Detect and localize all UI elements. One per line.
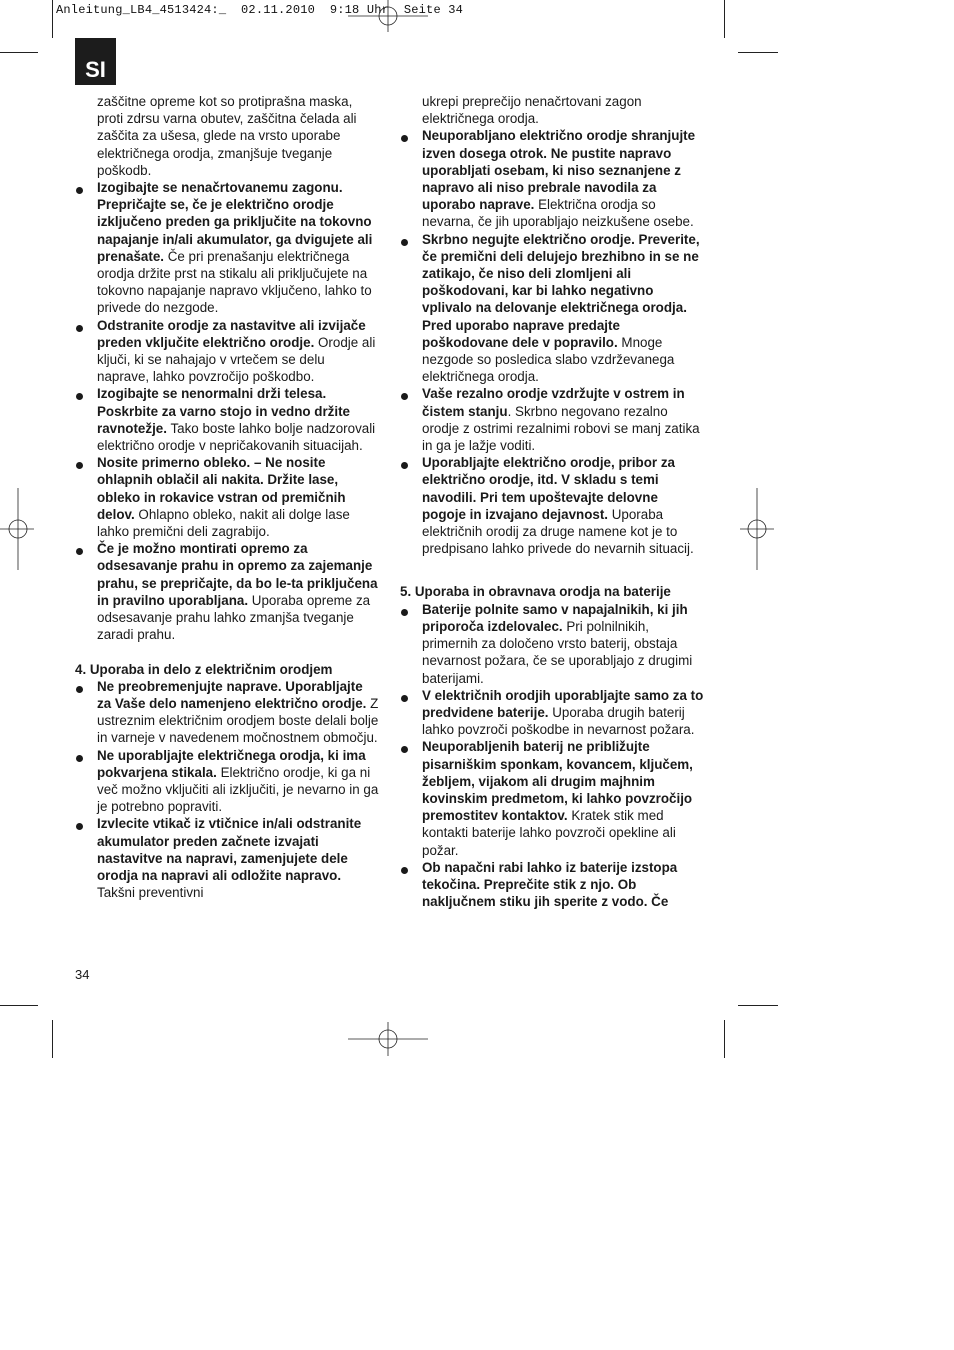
list-item: [75, 815, 379, 901]
item-text: Električna orodja so nevarna, če jih uporabljajo neizkušene osebe.: [422, 197, 694, 230]
list-item: [400, 738, 704, 858]
list-item: [400, 454, 704, 557]
list-item: [400, 231, 704, 386]
item-bold: V električnih orodjih uporabljajte samo za to predvidene baterije.: [422, 687, 704, 720]
item-bold: Ob napačni rabi lahko iz baterije izstopa tekočina. Preprečite stik z njo. Ob naključnem stiku jih sperite z vodo. Če: [422, 859, 678, 910]
registration-mark-left: [0, 488, 34, 570]
item-bold: Odstranite orodje za nastavitve ali izvijače preden vključite električno orodje.: [97, 317, 366, 350]
item-text: Električno orodje, ki ga ni več možno vključiti ali izključiti, je nevarno in ga je potrebno popraviti.: [97, 764, 379, 815]
list-item: [75, 179, 379, 317]
item-bold: Ne uporabljajte električnega orodja, ki ima pokvarjena stikala.: [97, 747, 366, 780]
crop-mark: [0, 52, 38, 53]
item-text: Kratek stik med kontakti baterije lahko povzroči opekline ali požar.: [422, 808, 676, 858]
item-bold: Izvlecite vtikač iz vtičnice in/ali odstranite akumulator preden začnete izvajati nastavitve na napravi, zamenjujete dele orodja na napravi ali odložite napravo.: [97, 816, 362, 883]
continuation-text: ukrepi preprečijo nenačrtovani zagon električnega orodja.: [422, 94, 642, 127]
item-bold: Skrbno negujte električno orodje. Preverite, če premični deli delujejo brezhibno in se ne zatikajo, če niso deli zlomljeni ali poškodovani, kar bi lahko negativno vplivalo na delovanje električnega orodja. Pred uporabo naprave predajte poškodovane dele v popravilo.: [422, 231, 700, 350]
list-item: [75, 540, 379, 643]
item-bold: Če je možno montirati opremo za odsesavanje prahu in opremo za zajemanje prahu, se prepričajte, da bo le-ta priključena in pravilno uporabljana.: [97, 541, 378, 608]
list-item: [400, 601, 704, 687]
registration-mark-bottom: [348, 1022, 428, 1056]
list-item: [400, 687, 704, 739]
list-item: [400, 859, 704, 911]
language-tab: SI: [75, 38, 116, 85]
crop-mark: [724, 0, 725, 38]
item-text: Tako boste lahko bolje nadzorovali električno orodje v nepričakovanih situacijah.: [97, 420, 376, 454]
crop-mark: [0, 1005, 38, 1006]
crop-mark: [52, 1020, 53, 1058]
list-item: [75, 317, 379, 386]
crop-mark: [738, 1005, 778, 1006]
item-bold: Izogibajte se nenormalni drži telesa. Poskrbite za varno stojo in vedno držite ravnotežje.: [97, 386, 350, 436]
item-text: Z ustreznim električnim orodjem boste delali bolje in varneje v navedenem močnostnem območju.: [97, 695, 379, 746]
list-item: [75, 678, 379, 747]
item-bold: Uporabljajte električno orodje, pribor za električno orodje, itd. V skladu s temi navodili. Pri tem upoštevajte delovne pogoje in izvajano dejavnost.: [422, 455, 675, 522]
item-text: Uporaba električnih orodij za druge namene kot je to predpisano lahko privede do nevarnih situacij.: [422, 506, 694, 557]
section-heading: 4. Uporaba in delo z električnim orodjem: [75, 661, 333, 677]
list-item: [75, 454, 379, 540]
list-item: [400, 385, 704, 454]
item-bold: Vaše rezalno orodje vzdržujte v ostrem in čistem stanju: [422, 386, 685, 419]
crop-mark: [52, 0, 53, 38]
item-bold: Ne preobremenjujte naprave. Uporabljajte za Vaše delo namenjeno električno orodje.: [97, 678, 367, 711]
registration-mark-right: [740, 488, 774, 570]
item-bold: Neuporabljenih baterij ne približujte pisarniškim sponkam, kovancem, ključem, žebljem, vijakom ali drugim majhnim kovinskim predmetom, ki lahko povzročijo premostitev kontaktov.: [422, 739, 693, 824]
crop-mark: [738, 52, 778, 53]
item-text: Pri polnilnikih, primernih za določeno vrsto baterij, obstaja nevarnost požara, če se uporabljajo z drugimi baterijami.: [422, 618, 693, 686]
item-text: . Skrbno negovano rezalno orodje z ostrimi rezalnimi robovi se manj zatika in ga je lažje voditi.: [422, 403, 700, 454]
item-bold: Baterije polnite samo v napajalnikih, ki jih priporoča izdelovalec.: [422, 601, 688, 634]
item-bold: Izogibajte se nenačrtovanemu zagonu. Prepričajte se, če je električno orodje izključeno preden ga priključite na tokovno napajanje in/ali akumulator, ga dvigujete ali prenašate.: [97, 180, 373, 264]
left-column: [75, 93, 379, 901]
item-bold: Neuporabljano električno orodje shranjujte izven dosega otrok. Ne pustite napravo uporabljati osebam, ki niso seznanjene z napravo ali niso prebrale navodila za uporabo naprave.: [422, 128, 696, 213]
item-text: Uporaba drugih baterij lahko povzroči poškodbe in nevarnost požara.: [422, 704, 695, 738]
item-text: Ohlapno obleko, nakit ali dolge lase lahko premični deli zagrabijo.: [97, 506, 350, 540]
item-text: Takšni preventivni: [97, 885, 204, 901]
item-bold: Nosite primerno obleko. – Ne nosite ohlapnih oblačil ali nakita. Držite lase, obleko in rokavice vstran od premičnih delov.: [97, 455, 346, 522]
print-slug-header: Anleitung_LB4_4513424:_ 02.11.2010 9:18 Uhr Seite 34: [56, 3, 464, 17]
item-text: Če pri prenašanju električnega orodja držite prst na stikalu ali priključujete na tokovno napajanje napravo vključeno, lahko to privede do nezgode.: [97, 248, 372, 316]
list-item: [75, 747, 379, 816]
item-text: Orodje ali ključi, ki se nahajajo v vrtečem se delu naprave, lahko povzročijo poškodbo.: [97, 334, 376, 385]
item-text: Mnoge nezgode so posledica slabo vzdrževanega električnega orodja.: [422, 334, 675, 385]
list-item: [75, 385, 379, 454]
right-column: [400, 93, 704, 910]
list-item: [400, 127, 704, 230]
section-heading: 5. Uporaba in obravnava orodja na baterije: [400, 584, 671, 600]
continuation-text: zaščitne opreme kot so protiprašna maska, proti zdrsu varna obutev, zaščitna čelada ali zaščita za ušesa, glede na vrsto uporabe električnega orodja, zmanjšuje tveganje poškodb.: [97, 94, 357, 178]
page-number: 34: [75, 967, 90, 982]
item-text: Uporaba opreme za odsesavanje prahu lahko zmanjša tveganje zaradi prahu.: [97, 592, 371, 643]
crop-mark: [724, 1020, 725, 1058]
